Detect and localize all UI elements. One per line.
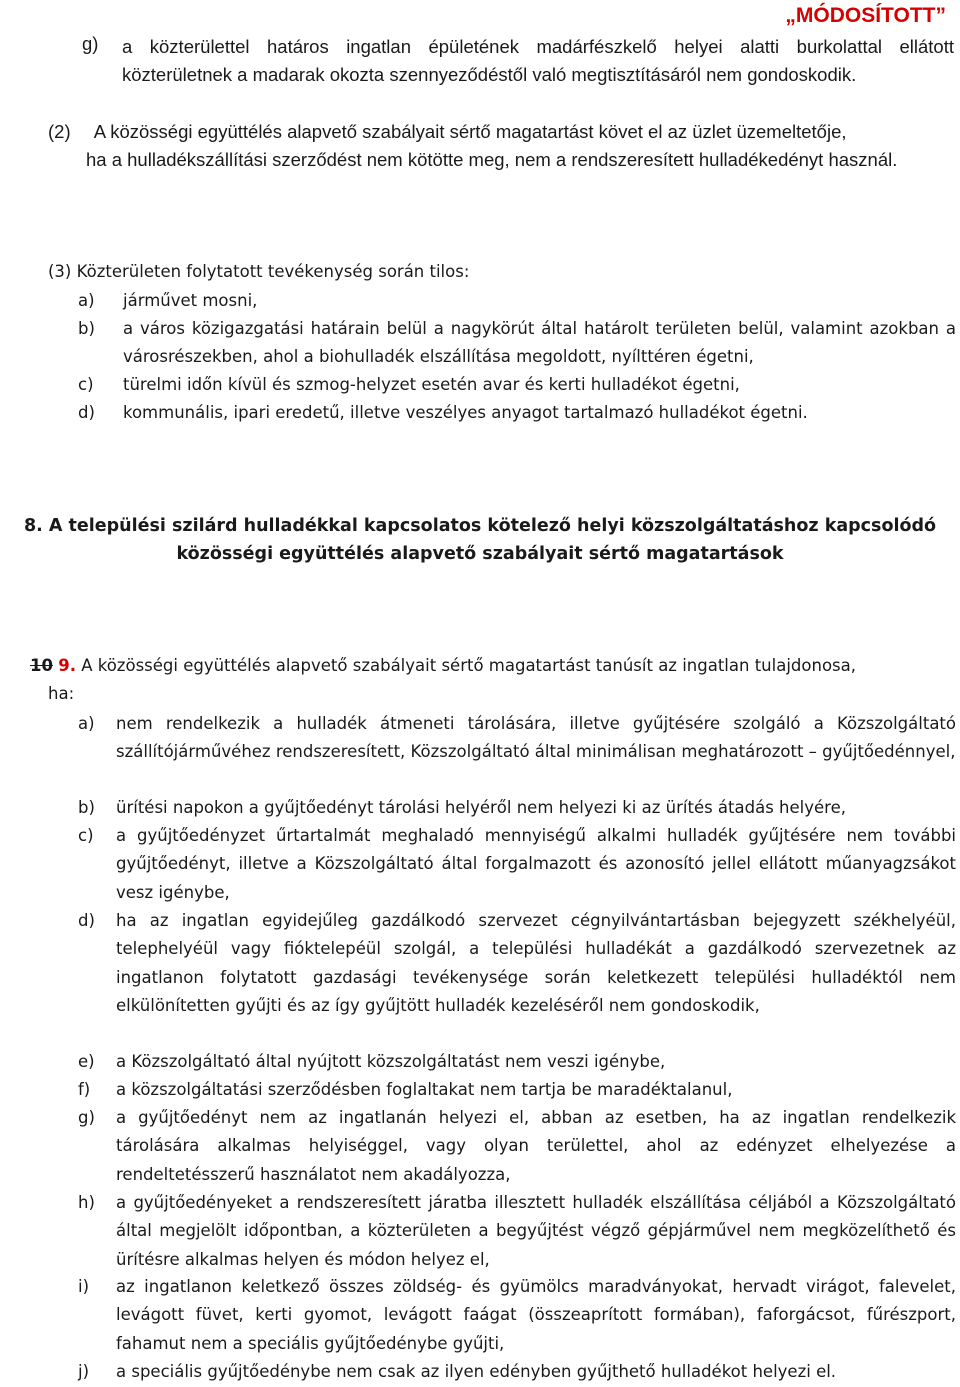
item-text: a Közszolgáltató által nyújtott közszolgáltatást nem veszi igénybe,	[116, 1052, 666, 1071]
paragraph-rest: ha a hulladékszállítási szerződést nem kötötte meg, nem a rendszeresített hulladékedényt használ.	[86, 149, 898, 171]
list-item-3d	[78, 399, 956, 427]
item-label: b)	[78, 319, 95, 338]
old-section-number: 10	[30, 656, 53, 675]
list-item-9a	[78, 710, 956, 767]
list-item-9e	[78, 1048, 956, 1076]
item-label: g)	[78, 1108, 95, 1127]
section-8-title-line1: 8. A települési szilárd hulladékkal kapcsolatos kötelező helyi közszolgáltatáshoz kapcsolódó	[23, 516, 937, 536]
paragraph-3	[48, 258, 954, 286]
item-label: e)	[78, 1052, 95, 1071]
list-item-3c	[78, 371, 956, 399]
paragraph-number: (2)	[48, 121, 71, 142]
item-label: j)	[78, 1362, 90, 1381]
item-text: a gyűjtőedényeket a rendszeresített járatba illesztett hulladék elszállítása céljából a Közszolgáltató által megjelölt időpontban, a közterületen a begyűjtést végző gépjárművel nem megközelíthető és ürítésre alkalmas helyen és módon helyez el,	[116, 1193, 956, 1269]
list-item-3b	[78, 315, 956, 372]
item-label: d)	[78, 403, 95, 422]
item-label: g)	[82, 33, 99, 54]
list-item-9h	[78, 1189, 956, 1274]
list-item-9f	[78, 1076, 956, 1104]
item-text: ha az ingatlan egyidejűleg gazdálkodó szervezet cégnyilvántartásban bejegyzett székhelyéül, telephelyéül vagy fióktelepéül szolgál, a települési hulladékát a gazdálkodó szervezetnek az ingatlanon folytatott gazdasági tevékenysége során keletkezett települési hulladéktól nem elkülönítetten gyűjti és az így gyűjtött hulladék kezeléséről nem gondoskodik,	[116, 911, 956, 1015]
item-text: a közterülettel határos ingatlan épületének madárfészkelő helyei alatti burkolattal ellátott közterületnek a madarak okozta szennyeződéstől való megtisztításáról nem gondoskodik.	[122, 36, 954, 86]
list-item-9j	[78, 1358, 956, 1386]
item-text: a város közigazgatási határain belül a nagykörút által határolt területen belül, valamint azokban a városrészekben, ahol a biohulladék elszállítása megoldott, nyílttéren égetni,	[123, 319, 956, 367]
item-label: c)	[78, 826, 94, 845]
list-item-9g	[78, 1104, 956, 1189]
paragraph-line1: A közösségi együttélés alapvető szabályait sértő magatartást követ el az üzlet üzemeltetője,	[93, 121, 847, 142]
list-item-9c	[78, 822, 956, 907]
item-label: a)	[78, 714, 95, 733]
item-text: türelmi időn kívül és szmog-helyzet esetén avar és kerti hulladékot égetni,	[123, 375, 740, 394]
section-8-title-line2: közösségi együttélés alapvető szabályait sértő magatartások	[176, 544, 784, 564]
item-text: a gyűjtőedényzet űrtartalmát meghaladó mennyiségű alkalmi hulladék gyűjtésére nem további gyűjtőedényt, illetve a Közszolgáltató által forgalmazott és azonosító jellel ellátott műanyagzsákot vesz igénybe,	[116, 826, 956, 902]
item-text: kommunális, ipari eredetű, illetve veszélyes anyagot tartalmazó hulladékot égetni.	[123, 403, 808, 422]
item-text: a speciális gyűjtőedénybe nem csak az ilyen edényben gyűjthető hulladékot helyezi el.	[116, 1362, 837, 1381]
modified-stamp: „MÓDOSÍTOTT”	[785, 4, 946, 27]
new-section-number: 9.	[58, 656, 76, 675]
item-text: a közszolgáltatási szerződésben foglaltakat nem tartja be maradéktalanul,	[116, 1080, 733, 1099]
list-item-9i	[78, 1273, 956, 1358]
item-text: járművet mosni,	[123, 291, 258, 310]
list-item-9d	[78, 907, 956, 1020]
section-9-intro	[30, 652, 956, 709]
section-9-intro-text: A közösségi együttélés alapvető szabályait sértő magatartást tanúsít az ingatlan tulajdonosa,	[75, 656, 856, 675]
list-item-3a	[78, 287, 956, 315]
item-label: h)	[78, 1193, 95, 1212]
item-label: a)	[78, 291, 95, 310]
paragraph-intro: (3) Közterületen folytatott tevékenység során tilos:	[48, 262, 470, 281]
section-9-intro-line2: ha:	[48, 684, 75, 704]
item-label: b)	[78, 798, 95, 817]
item-text: ürítési napokon a gyűjtőedényt tárolási helyéről nem helyezi ki az ürítés átadás helyére,	[116, 798, 846, 817]
list-item-g	[82, 33, 954, 90]
item-label: i)	[78, 1277, 90, 1296]
paragraph-2	[48, 118, 956, 175]
item-label: c)	[78, 375, 94, 394]
list-item-9b	[78, 794, 956, 822]
item-text: az ingatlanon keletkező összes zöldség- és gyümölcs maradványokat, hervadt virágot, falevelet, levágott füvet, kerti gyomot, levágott faágat (összeaprított formában), faforgácsot, fűrészport, fahamut nem a speciális gyűjtőedénybe gyűjti,	[116, 1277, 956, 1353]
item-label: d)	[78, 911, 95, 930]
item-text: a gyűjtőedényt nem az ingatlanán helyezi el, abban az esetben, ha az ingatlan rendelkezik tárolására alkalmas helyiséggel, vagy olyan területtel, ahol az edényzet elhelyezése a rendeltetésszerű használatot nem akadályozza,	[116, 1108, 956, 1184]
item-label: f)	[78, 1080, 91, 1099]
item-text: nem rendelkezik a hulladék átmeneti tárolására, illetve gyűjtésére szolgáló a Közszolgáltató szállítójárművéhez rendszeresített, Közszolgáltató által minimálisan meghatározott – gyűjtőedénnyel,	[116, 714, 956, 762]
